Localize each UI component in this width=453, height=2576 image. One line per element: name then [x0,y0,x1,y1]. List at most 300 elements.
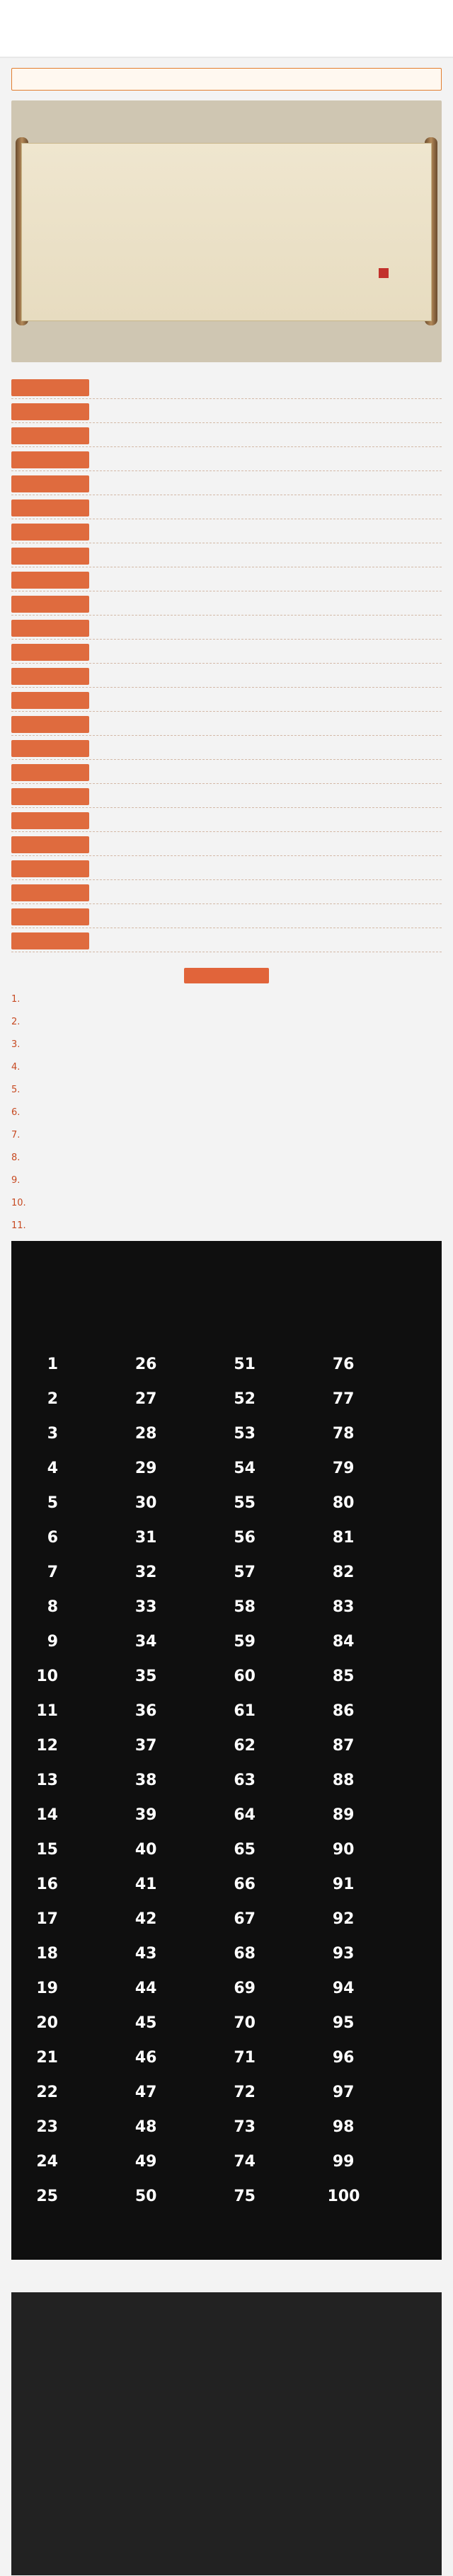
city-row [229,2179,323,2214]
city-rank: 75 [234,2188,256,2205]
city-rank: 27 [134,1390,157,1408]
city-rank: 29 [134,1460,157,1477]
event-row [11,640,442,664]
city-rank: 17 [36,1910,58,1928]
article-title [11,7,442,27]
event-row [11,543,442,567]
event-date-badge [11,499,89,516]
city-row [130,1867,225,1902]
event-row [11,447,442,471]
city-name [64,1951,71,1958]
city-rank: 15 [36,1841,58,1859]
event-row [11,399,442,423]
event-date-badge [11,860,89,877]
city-row [31,1347,126,1382]
city-rank: 86 [332,1702,355,1720]
city-rank: 3 [47,1425,58,1443]
event-date-badge [11,572,89,589]
event-date-badge [11,932,89,949]
city-name [64,2089,71,2096]
event-date-badge [11,740,89,757]
city-rank: 13 [36,1772,58,1789]
city-name [163,1777,170,1784]
city-rank: 70 [234,2014,256,2032]
city-name [360,1847,367,1854]
city-row [328,1451,423,1486]
city-rank: 81 [332,1529,355,1547]
city-row [31,2144,126,2179]
tip-number: 9. [11,1175,21,1186]
tip-item [11,1218,442,1234]
city-name [261,1500,268,1507]
city-name [261,1847,268,1854]
city-name [261,1361,268,1368]
event-row [11,471,442,495]
city-name [261,2020,268,2027]
tip-number: 10. [11,1198,26,1208]
event-date-badge [11,812,89,829]
city-row [31,2040,126,2075]
city-row [130,1624,225,1659]
city-row [328,1624,423,1659]
city-rank: 82 [332,1564,355,1581]
city-name [360,2089,367,2096]
city-rank: 93 [332,1945,355,1963]
city-row [31,1451,126,1486]
city-name [163,1812,170,1819]
city-name [163,1743,170,1750]
event-date-badge [11,548,89,565]
city-name [360,1777,367,1784]
city-name [360,2193,367,2200]
city-name [261,1777,268,1784]
city-row [229,1763,323,1798]
city-rank: 35 [134,1668,157,1685]
city-row [31,1867,126,1902]
city-column [31,1347,126,2214]
tip-number: 2. [11,1017,21,1027]
city-name [360,1535,367,1542]
city-name [360,1881,367,1888]
city-row [328,1590,423,1624]
calligraphy-column [396,221,403,229]
city-name [64,1847,71,1854]
calligraphy-column [356,221,363,229]
city-rank: 28 [134,1425,157,1443]
banner-image [11,100,442,362]
city-name [163,1604,170,1611]
city-name [261,1639,268,1646]
city-rank: 43 [134,1945,157,1963]
event-date-badge [11,764,89,781]
city-name [64,1604,71,1611]
city-row [328,1832,423,1867]
event-date-badge [11,884,89,901]
city-row [229,1867,323,1902]
city-name [163,1431,170,1438]
city-rank: 2 [47,1390,58,1408]
city-rank: 14 [36,1806,58,1824]
city-rank: 62 [234,1737,256,1755]
city-rank: 10 [36,1668,58,1685]
event-row [11,423,442,447]
city-rank: 90 [332,1841,355,1859]
city-row [31,1763,126,1798]
calligraphy-column [376,221,383,229]
city-row [31,1971,126,2006]
city-row [229,1728,323,1763]
follow-bar[interactable] [11,68,442,91]
scroll-paper [21,143,432,321]
city-name [64,1673,71,1680]
city-row [328,2075,423,2110]
city-row [229,2006,323,2040]
city-row [229,1659,323,1694]
city-rank: 9 [47,1633,58,1651]
city-rank: 21 [36,2049,58,2067]
tip-number: 5. [11,1085,21,1095]
city-row [31,2179,126,2214]
city-name [261,1985,268,1992]
seal-icon [379,268,389,278]
city-rank: 53 [234,1425,256,1443]
city-name [360,2159,367,2166]
city-name [163,2124,170,2131]
event-row [11,712,442,736]
city-row [229,1832,323,1867]
event-date-badge [11,716,89,733]
city-rank: 87 [332,1737,355,1755]
city-rank: 47 [134,2084,157,2101]
event-row [11,880,442,904]
city-rank: 4 [47,1460,58,1477]
city-row [229,1416,323,1451]
city-row [130,1590,225,1624]
city-name [261,2159,268,2166]
city-rank: 50 [134,2188,157,2205]
city-rank: 100 [327,2188,360,2205]
city-name [261,1535,268,1542]
city-rank: 60 [234,1668,256,1685]
city-row [328,2144,423,2179]
city-row [130,1451,225,1486]
tip-number: 6. [11,1107,21,1118]
city-rank: 12 [36,1737,58,1755]
city-row [31,2006,126,2040]
city-name [64,1639,71,1646]
city-rank: 6 [47,1529,58,1547]
city-row [229,1347,323,1382]
city-row [31,1694,126,1728]
city-name [360,2055,367,2062]
article-header [0,0,453,57]
city-row [130,2179,225,2214]
event-date-badge [11,427,89,444]
city-rank: 68 [234,1945,256,1963]
city-rank: 26 [134,1356,157,1373]
city-rank: 85 [332,1668,355,1685]
city-name [360,1396,367,1403]
city-name [64,1500,71,1507]
event-date-badge [11,788,89,805]
city-rank: 1 [47,1356,58,1373]
city-row [130,1798,225,1832]
city-row [130,1728,225,1763]
article-meta [11,33,442,45]
city-name [64,1535,71,1542]
tips-section-title [184,968,269,983]
city-row [130,1902,225,1936]
event-row [11,567,442,591]
city-name [163,1535,170,1542]
event-row [11,832,442,856]
banner-calligraphy-title [43,158,50,165]
city-name [64,2193,71,2200]
city-column [130,1347,225,2214]
city-row [328,1798,423,1832]
city-rank: 91 [332,1876,355,1893]
explanation-box [11,2292,442,2575]
city-name [163,1361,170,1368]
event-row [11,375,442,399]
tip-item [11,1015,442,1030]
city-row [31,1832,126,1867]
city-rank: 42 [134,1910,157,1928]
event-date-badge [11,379,89,396]
city-rank: 54 [234,1460,256,1477]
city-rank: 80 [332,1494,355,1512]
city-name [261,1743,268,1750]
city-name [163,1396,170,1403]
event-row [11,519,442,543]
event-date-badge [11,403,89,420]
city-name [163,2089,170,2096]
tip-item [11,1082,442,1098]
event-date-badge [11,908,89,925]
city-rank: 34 [134,1633,157,1651]
city-name [64,1916,71,1923]
city-rank: 38 [134,1772,157,1789]
city-name [261,1569,268,1576]
city-name [163,1673,170,1680]
city-name [261,2089,268,2096]
city-name [261,1673,268,1680]
city-row [328,1902,423,1936]
city-column [328,1347,423,2214]
city-row [328,1347,423,1382]
city-row [130,2040,225,2075]
event-date-badge [11,692,89,709]
header-divider [0,57,453,58]
city-row [328,1694,423,1728]
city-name [360,1951,367,1958]
city-row [31,1590,126,1624]
city-row [130,1659,225,1694]
city-rank: 36 [134,1702,157,1720]
city-name [64,1431,71,1438]
city-row [328,1382,423,1416]
city-name [163,1500,170,1507]
city-rank: 63 [234,1772,256,1789]
city-row [130,1416,225,1451]
tip-number: 1. [11,994,21,1005]
city-name [360,1465,367,1472]
city-rank: 99 [332,2153,355,2171]
poster-title [11,1252,442,1281]
city-name [360,1431,367,1438]
city-rank: 95 [332,2014,355,2032]
city-rank: 25 [36,2188,58,2205]
event-row [11,616,442,640]
city-rank: 18 [36,1945,58,1963]
tip-number: 11. [11,1220,26,1231]
city-name [261,2124,268,2131]
city-ranking-grid [31,1347,422,2214]
city-row [130,1936,225,1971]
event-row [11,664,442,688]
city-row [229,2144,323,2179]
city-rank: 72 [234,2084,256,2101]
city-name [360,2124,367,2131]
city-name [64,1396,71,1403]
city-row [328,2006,423,2040]
tip-item [11,1060,442,1075]
city-row [328,1486,423,1520]
city-rank: 32 [134,1564,157,1581]
city-name [163,2193,170,2200]
city-name [360,1916,367,1923]
city-row [31,1624,126,1659]
city-row [31,2075,126,2110]
city-name [64,2124,71,2131]
city-rank: 46 [134,2049,157,2067]
city-name [360,1604,367,1611]
city-row [130,1486,225,1520]
city-row [229,1624,323,1659]
city-name [64,2020,71,2027]
city-row [130,1520,225,1555]
city-name [360,1569,367,1576]
city-rank: 51 [234,1356,256,1373]
city-row [229,1902,323,1936]
city-row [31,1520,126,1555]
city-name [163,1881,170,1888]
city-row [130,1347,225,1382]
city-rank: 52 [234,1390,256,1408]
city-row [328,1555,423,1590]
tip-item [11,1037,442,1053]
city-name [261,1465,268,1472]
city-name [64,1361,71,1368]
city-rank: 56 [234,1529,256,1547]
city-rank: 30 [134,1494,157,1512]
event-date-badge [11,596,89,613]
city-row [31,2110,126,2144]
poster-subtitle [11,1286,442,1305]
banner-calligraphy-columns [316,221,403,229]
city-rank: 16 [36,1876,58,1893]
event-row [11,688,442,712]
poster-subtitle-2 [11,1310,442,1329]
city-row [229,1936,323,1971]
city-name [64,1465,71,1472]
tip-item-12 [11,2270,442,2285]
event-date-badge [11,668,89,685]
city-rank: 83 [332,1598,355,1616]
city-rank: 88 [332,1772,355,1789]
city-name [360,1743,367,1750]
city-rank: 92 [332,1910,355,1928]
city-rank: 48 [134,2118,157,2136]
city-rank: 37 [134,1737,157,1755]
city-rank: 84 [332,1633,355,1651]
city-row [31,1902,126,1936]
city-name [360,1812,367,1819]
city-row [229,1694,323,1728]
city-rank: 97 [332,2084,355,2101]
city-name [163,1985,170,1992]
tip-item [11,1150,442,1166]
city-row [31,1798,126,1832]
city-row [229,2110,323,2144]
city-name [64,1812,71,1819]
tip-item [11,1196,442,1211]
event-row [11,736,442,760]
city-name [64,2055,71,2062]
city-name [360,1673,367,1680]
city-row [130,2006,225,2040]
city-rank: 33 [134,1598,157,1616]
city-rank: 77 [332,1390,355,1408]
event-date-badge [11,836,89,853]
city-name [64,1708,71,1715]
city-name [261,1708,268,1715]
city-name [163,2159,170,2166]
city-row [130,2075,225,2110]
city-row [229,1590,323,1624]
city-rank: 19 [36,1980,58,1997]
city-row [328,1936,423,1971]
city-rank: 5 [47,1494,58,1512]
city-rank: 39 [134,1806,157,1824]
city-rank: 49 [134,2153,157,2171]
city-rank: 73 [234,2118,256,2136]
city-rank: 57 [234,1564,256,1581]
city-rank: 71 [234,2049,256,2067]
city-name [163,1951,170,1958]
city-name [261,1881,268,1888]
city-row [130,1971,225,2006]
event-date-badge [11,451,89,468]
event-date-badge [11,475,89,492]
city-row [31,1936,126,1971]
city-rank: 76 [332,1356,355,1373]
city-row [328,2179,423,2214]
city-name [261,1604,268,1611]
event-row [11,904,442,928]
city-rank: 89 [332,1806,355,1824]
city-name [360,1708,367,1715]
city-rank: 45 [134,2014,157,2032]
event-row [11,591,442,616]
city-name [261,1951,268,1958]
city-row [229,1382,323,1416]
city-row [229,2040,323,2075]
event-row [11,808,442,832]
city-name [64,1743,71,1750]
city-row [328,2110,423,2144]
city-rank: 55 [234,1494,256,1512]
